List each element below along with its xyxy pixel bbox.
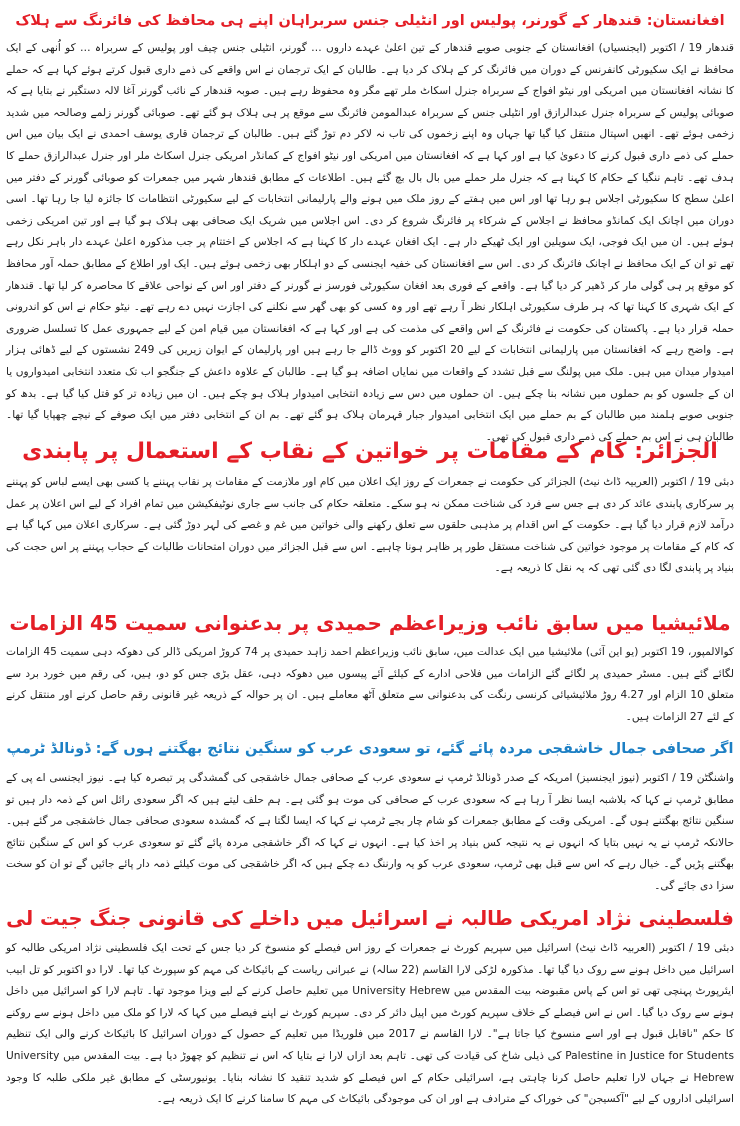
article-afghanistan [6, 4, 735, 443]
article-palestinian-student [6, 900, 735, 1106]
article-body-malaysia: کوالالمپور، 19 اکتوبر (یو این آئی) ملائیشیا میں ایک عدالت میں، سابق نائب وزیراعظم احمد زاہد حمیدی پر 74 کروڑ امریکی ڈالر کی دھوکہ دہی سمیت 45 الزامات لگائے گئے ہیں۔ مسٹر حمیدی پر لگائے گئے الزامات میں فلاحی ادارے کے کیلئے آئے پیسوں میں دھوکہ دہی، عقل بڑی جس کو دو، ہیں، کی رقم میں خورد برد سے متعلق 10 الزام اور 4.27 روڑ ملائیشیائی کرنسی رنگت کی بدعنوانی سے متعلق آٹھ معاملے ہیں۔ ان پر حوالہ کے ذریعہ غیر قانونی رقم حاصل کرنے اور منتقل کرنے کے لئے 27 الزامات ہیں۔ [6, 646, 734, 723]
headline-khashoggi: اگر صحافی جمال خاشقجی مردہ پائے گئے، تو سعودی عرب کو سنگین نتائج بھگتنے ہوں گے: ڈونالڈ ٹرمپ [6, 741, 734, 757]
headline-afghanistan: افغانستان: قندھار کے گورنر، پولیس اور انٹیلی جنس سربراہان اپنے ہی محافظ کی فائرنگ سے ہلاک [15, 13, 725, 29]
article-body-khashoggi: واشنگٹن 19 / اکتوبر (نیوز ایجنسیز) امریکہ کے صدر ڈونالڈ ٹرمپ نے سعودی عرب کے صحافی جمال خاشقجی کی گمشدگی پر تبصرہ کیا ہے۔ نیوز ایجنسی اے پی کے مطابق ٹرمپ نے کہا کہ بلاشبہ ایسا نظر آ رہا ہے کہ سعودی عرب کے صحافی کی موت ہو گئی ہے۔ ہم حلف لیتے ہیں کہ اگر سعودی رائل اس کے ذمہ دار ہیں تو سنگین نتائج بھگتنے ہوں گے۔ امریکی وقت کے مطابق جمعرات کو شام چار بجے ٹرمپ نے کہا کہ ایسا لگتا ہے کہ گمشدہ سعودی صحافی جمال خاشقجی مر گئے ہیں۔ حالانکہ ٹرمپ نے یہ نہیں بتایا کہ انہوں نے یہ نتیجہ کس بنیاد پر اخذ کیا ہے۔ انہوں نے کہا کہ اگر خاشقجی مردہ پائے گئے تو سعودی عرب کو اس کے سنگین نتائج بھگتنے پڑیں گے۔ خیال رہے کہ اس سے قبل بھی ٹرمپ، سعودی عرب کو یہ وارننگ دے چکے ہیں کہ اگر خاشقجی کی موت کیلئے ذمہ دار پائے جائیں گے تو ان کو سخت سزا دی جائے گی۔ [6, 772, 734, 892]
article-body-algeria: دبئی 19 / اکتوبر (العربیہ ڈاٹ نیٹ) الجزائر کی حکومت نے جمعرات کے روز ایک اعلان میں کام اور ملازمت کے مقامات پر نقاب پہننے یا کسی بھی ایسے لباس کو پہننے پر سرکاری پابندی عائد کر دی ہے جس سے فرد کی شناخت ممکن نہ ہو سکے۔ متعلقہ حکام کی جانب سے جاری نوٹیفکیشن میں تمام افراد کے لیے اس اعلان پر عمل درآمد لازم قرار دیا گیا ہے۔ حکومت کے اس اقدام پر مذہبی حلقوں سے تعلق رکھنے والی خواتین میں غم و غصے کی لہر دوڑ گئی ہے۔ سرکاری اعلان میں کہا گیا ہے کہ کام کے مقامات پر موجود خواتین کی شناخت مستقل طور پر ظاہر ہونا چاہیے۔ اس سے قبل الجزائر میں دوران امتحانات طالبات کے حجاب پہننے پر اس حجت کی بنیاد پر پابندی لگا دی گئی تھی کہ یہ نقل کا ذریعہ ہے۔ [6, 476, 734, 575]
headline-algeria: الجزائر: کام کے مقامات پر خواتین کے نقاب کے استعمال پر پابندی [22, 439, 718, 464]
headline-palestinian-student: فلسطینی نژاد امریکی طالبہ نے اسرائیل میں داخلے کی قانونی جنگ جیت لی [6, 907, 734, 930]
article-body-palestinian-student: دبئی 19 / اکتوبر (العربیہ ڈاٹ نیٹ) اسرائیل میں سپریم کورٹ نے جمعرات کے روز اس فیصلے کو منسوخ کر دیا جس کے تحت ایک فلسطینی نژاد امریکی طالبہ کو اسرائیل میں داخل ہونے سے روک دیا گیا تھا۔ مذکورہ لڑکی لارا القاسم (22 سالہ) نے عبرانی ریاست کے بائیکاٹ کی مہم کو سپورٹ کیا تھا۔ لارا دو اکتوبر کو تل ابیب ایئرپورٹ پہنچی تھی تو اس کے پاس مقبوضہ بیت المقدس میں University Hebrew میں تعلیم حاصل کرنے کے لیے ویزا موجود تھا۔ تاہم لارا کو اسرائیل میں داخل ہونے سے روک دیا گیا۔ اس نے اس فیصلے کے خلاف سپریم کورٹ میں اپیل دائر کر دی۔ سپریم کورٹ نے اپنے فیصلے میں کہا کہ لارا کو ملک میں داخل ہونے سے روکنے کا حکم "ناقابل قبول ہے اور اسے منسوخ کیا جاتا ہے"۔ لارا القاسم نے 2017 میں فلوریڈا میں تعلیم کے حصول کے دوران اسرائیل کا بائیکاٹ کرنے والی ایک تنظیم Palestine in Justice for Students کی ذیلی شاخ کی قیادت کی تھی۔ تاہم بعد ازاں لارا نے بتایا کہ اس نے تنظیم کو چھوڑ دیا ہے۔ بیت المقدس میں University Hebrew نے جہاں لارا تعلیم حاصل کرنا چاہتی ہے، اسرائیلی حکام کے اس فیصلے کو شدید تنقید کا نشانہ بنایا۔ یونیورسٹی کے مطابق غیر ملکی طلبہ کا وجود اسرائیلی اداروں کے لیے "آکسیجن" کی خوراک کے مترادف ہے اور ان کی موجودگی بائیکاٹ کی مہم کا سامنا کرنے کا ایک ذریعہ ہے۔ [6, 942, 735, 1106]
article-malaysia [6, 604, 734, 728]
article-body-afghanistan: قندھار 19 / اکتوبر (ایجنسیاں) افغانستان کے جنوبی صوبے قندھار کے تین اعلیٰ عہدے داروں … گورنر، انٹیلی جنس چیف اور پولیس کے سربراہ … کو اُنھی کے ایک محافظ نے ایک سکیورٹی کانفرنس کے دوران میں فائرنگ کر کے ہلاک کر دیا ہے۔ طالبان کے ایک ترجمان نے اس واقعے کی ذمے داری قبول کرتے ہوئے کہا ہے کہ حملے کا نشانہ افغانستان میں امریکی اور نیٹو افواج کے سربراہ جنرل اسکاٹ ملر تھے مگر وہ محفوظ رہے ہیں۔ صوبہ قندھار کے نائب گورنر آغا لالہ دستگیر نے بتایا ہے کہ صوبائی پولیس کے سربراہ جنرل عبدالرازق اور انٹیلی جنس کے سربراہ عبدالمومن فائرنگ سے موقع پر ہی ہلاک ہو گئے تھے۔ صوبائی گورنر زلمے وصالحہ میں شدید زخمی ہوئے تھے۔ انھیں اسپتال منتقل کیا گیا تھا جہاں وہ اپنے زخموں کی تاب نہ لاکر دم توڑ گئے ہیں۔ طالبان کے ترجمان قاری یوسف احمدی نے ایک بیان میں اس حملے کی ذمے داری قبول کرنے کا دعویٰ کیا ہے اور کہا ہے کہ افغانستان میں امریکی اور نیٹو افواج کے کمانڈر امریکی جنرل اسکاٹ ملر اور جنرل عبدالرازق حملے کا ہدف تھے۔ تاہم ننگیا کے حکام کا کہنا ہے کہ جنرل ملر حملے میں بال بال بچ گئے ہیں۔ اطلاعات کے مطابق قندھار شہر میں جمعرات کو صوبائی گورنر کے دفتر میں اعلیٰ سطح کا سکیورٹی اجلاس ہو رہا تھا اور اس میں ہفتے کے روز ملک میں ہونے والے پارلیمانی انتخابات کے لیے سکیورٹی انتظامات کا جائزہ لیا جا رہا تھا۔ اسی دوران میں اچانک ایک کمانڈو محافظ نے اجلاس کے شرکاء پر فائرنگ شروع کر دی۔ اس اجلاس میں شریک ایک صحافی بھی ہلاک ہو گیا ہے اور تین امریکی زخمی ہوئے ہیں۔ ان میں ایک فوجی، ایک سویلین اور ایک ٹھیکے دار ہے۔ ایک افغان عہدے دار کا کہنا ہے کہ اجلاس کے اختتام پر جب مذکورہ اعلیٰ عہدے دار باہر نکل رہے تھے تو ان کے ایک محافظ نے اچانک فائرنگ کر دی۔ اس سے افغانستان کی خفیہ ایجنسی کے دو اہلکار بھی زخمی ہوئے ہیں۔ ایک اور اطلاع کے مطابق حملہ آور محافظ کو موقع پر ہی گولی مار کر ڈھیر کر دیا گیا ہے۔ واقعے کے فوری بعد افغان سکیورٹی فورسز نے گورنر کے دفتر اور اس کے نواحی علاقے کا محاصرہ کر لیا تھا۔ قندھار کے ایک شہری کا کہنا تھا کہ ہر طرف سکیورٹی اہلکار نظر آ رہے تھے اور وہ کسی کو بھی گھر سے نکلنے کی اجازت نہیں دے رہے تھے۔ نیٹو حکام نے اس کو اندرونی حملہ قرار دیا ہے۔ پاکستان کی حکومت نے فائرنگ کے اس واقعے کی مذمت کی ہے اور کہا ہے کہ افغانستان میں قیام امن کے لیے جمہوری عمل کا تسلسل ضروری ہے۔ واضح رہے کہ افغانستان میں پارلیمانی انتخابات کے لیے 20 اکتوبر کو ووٹ ڈالے جا رہے ہیں اور پارلیمان کے ایوان زیریں کی 249 نشستوں کے لیے ڈھائی ہزار امیدوار میدان میں ہیں۔ ملک میں پولنگ سے قبل تشدد کے واقعات میں نمایاں اضافہ ہو گیا ہے۔ طالبان کے علاوہ داعش کے جنگجو اب تک متعدد انتخابی امیدواروں یا ان کے جلسوں کو بم حملوں میں نشانہ بنا چکے ہیں۔ ان حملوں میں دس سے زیادہ انتخابی امیدوار ہلاک ہو چکے ہیں۔ ان میں زیادہ تر کو قتل کیا گیا ہے۔ بدھ کو جنوبی صوبے ہلمند میں طالبان کے بم حملے میں ایک انتخابی امیدوار جبار قہرمان ہلاک ہو گئے تھے۔ بم ان کے انتخابی دفتر میں ایک صوفے کے نیچے چھپایا گیا تھا۔ طالبان ہی نے اس بم حملے کی ذمے داری قبول کی تھی۔ [6, 42, 735, 443]
headline-malaysia: ملائیشیا میں سابق نائب وزیراعظم حمیدی پر بدعنوانی سمیت 45 الزامات [9, 611, 731, 635]
article-algeria [6, 432, 734, 602]
article-khashoggi [6, 730, 734, 898]
